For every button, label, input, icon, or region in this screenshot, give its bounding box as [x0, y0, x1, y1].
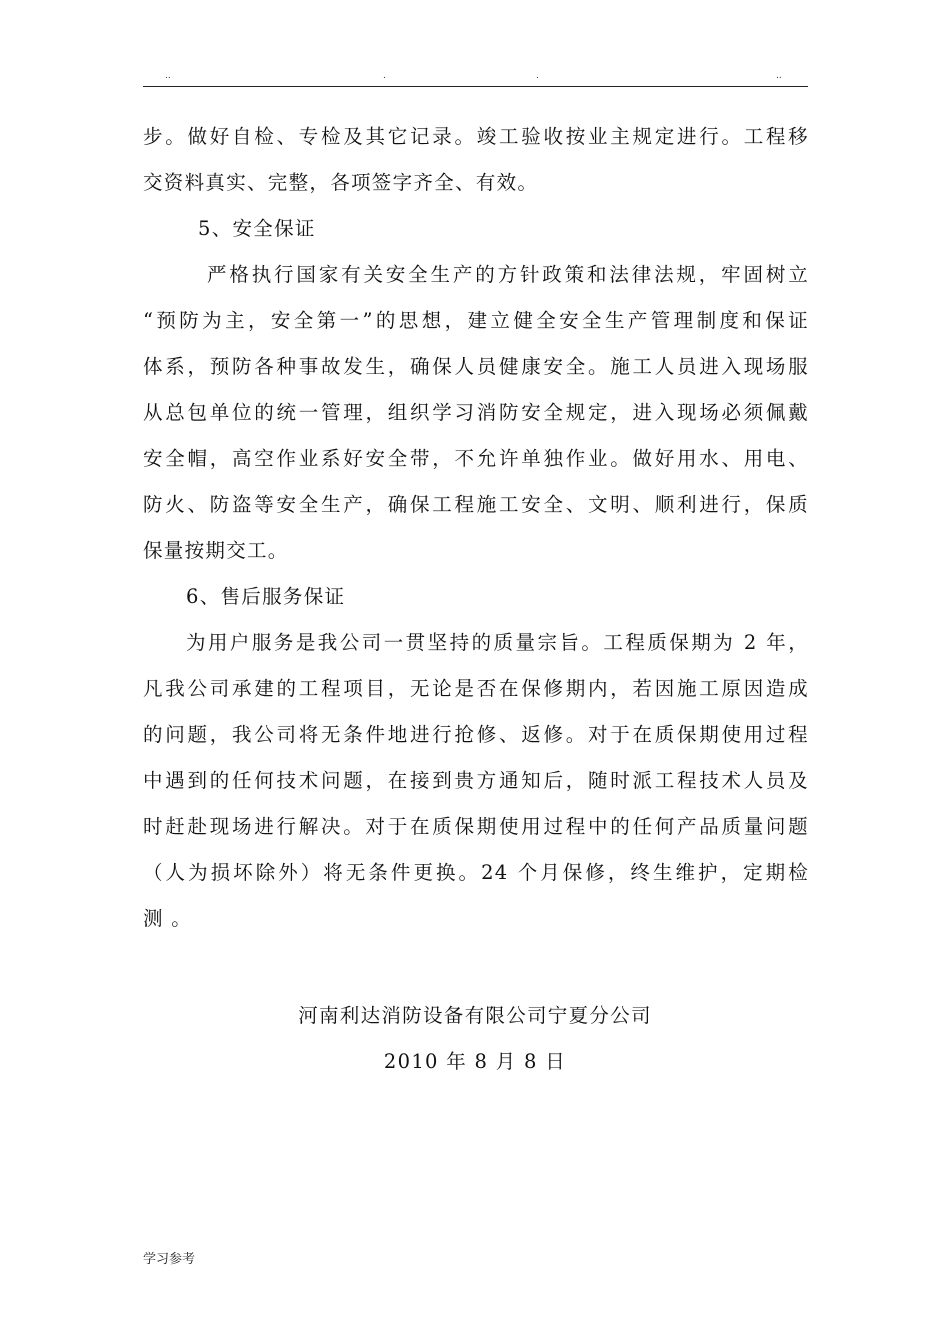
paragraph-line: 体系，预防各种事故发生，确保人员健康安全。施工人员进入现场服 [143, 355, 809, 378]
paragraph-line: 安全帽，高空作业系好安全带，不允许单独作业。做好用水、用电、 [143, 447, 809, 470]
paragraph-line: “预防为主，安全第一”的思想，建立健全安全生产管理制度和保证 [143, 309, 809, 332]
paragraph-line: 为用户服务是我公司一贯坚持的质量宗旨。工程质保期为 2 年， [186, 631, 809, 654]
paragraph-line: 防火、防盗等安全生产，确保工程施工安全、文明、顺利进行，保质 [143, 493, 809, 516]
header-mark: .. [165, 71, 171, 81]
paragraph-line: （人为损坏除外）将无条件更换。24 个月保修，终生维护，定期检 [143, 861, 809, 884]
paragraph-line: 凡我公司承建的工程项目，无论是否在保修期内，若因施工原因造成 [143, 677, 809, 700]
signature-date: 2010 年 8 月 8 日 [383, 1050, 567, 1073]
paragraph-line: 保量按期交工。 [143, 539, 289, 562]
signature-company: 河南利达消防设备有限公司宁夏分公司 [298, 1004, 652, 1027]
header-mark: . [536, 71, 539, 81]
document-body [143, 114, 809, 942]
paragraph-line: 时赶赴现场进行解决。对于在质保期使用过程中的任何产品质量问题 [143, 815, 809, 838]
paragraph-line: 从总包单位的统一管理，组织学习消防安全规定，进入现场必须佩戴 [143, 401, 809, 424]
section-heading-after-sales: 6、售后服务保证 [186, 585, 346, 608]
page-footer: 学习参考 [143, 1252, 196, 1267]
paragraph-line: 中遇到的任何技术问题，在接到贵方通知后，随时派工程技术人员及 [143, 769, 809, 792]
paragraph-line: 交资料真实、完整，各项签字齐全、有效。 [143, 171, 539, 194]
paragraph-line: 的问题，我公司将无条件地进行抢修、返修。对于在质保期使用过程 [143, 723, 809, 746]
header-mark: . [383, 71, 386, 81]
section-heading-safety: 5、安全保证 [198, 217, 316, 240]
paragraph-line: 步。做好自检、专检及其它记录。竣工验收按业主规定进行。工程移 [143, 125, 809, 148]
paragraph-line: 测 。 [143, 907, 193, 930]
paragraph-line: 严格执行国家有关安全生产的方针政策和法律法规，牢固树立 [207, 263, 809, 286]
page-header [143, 68, 808, 87]
header-mark: .. [776, 71, 782, 81]
